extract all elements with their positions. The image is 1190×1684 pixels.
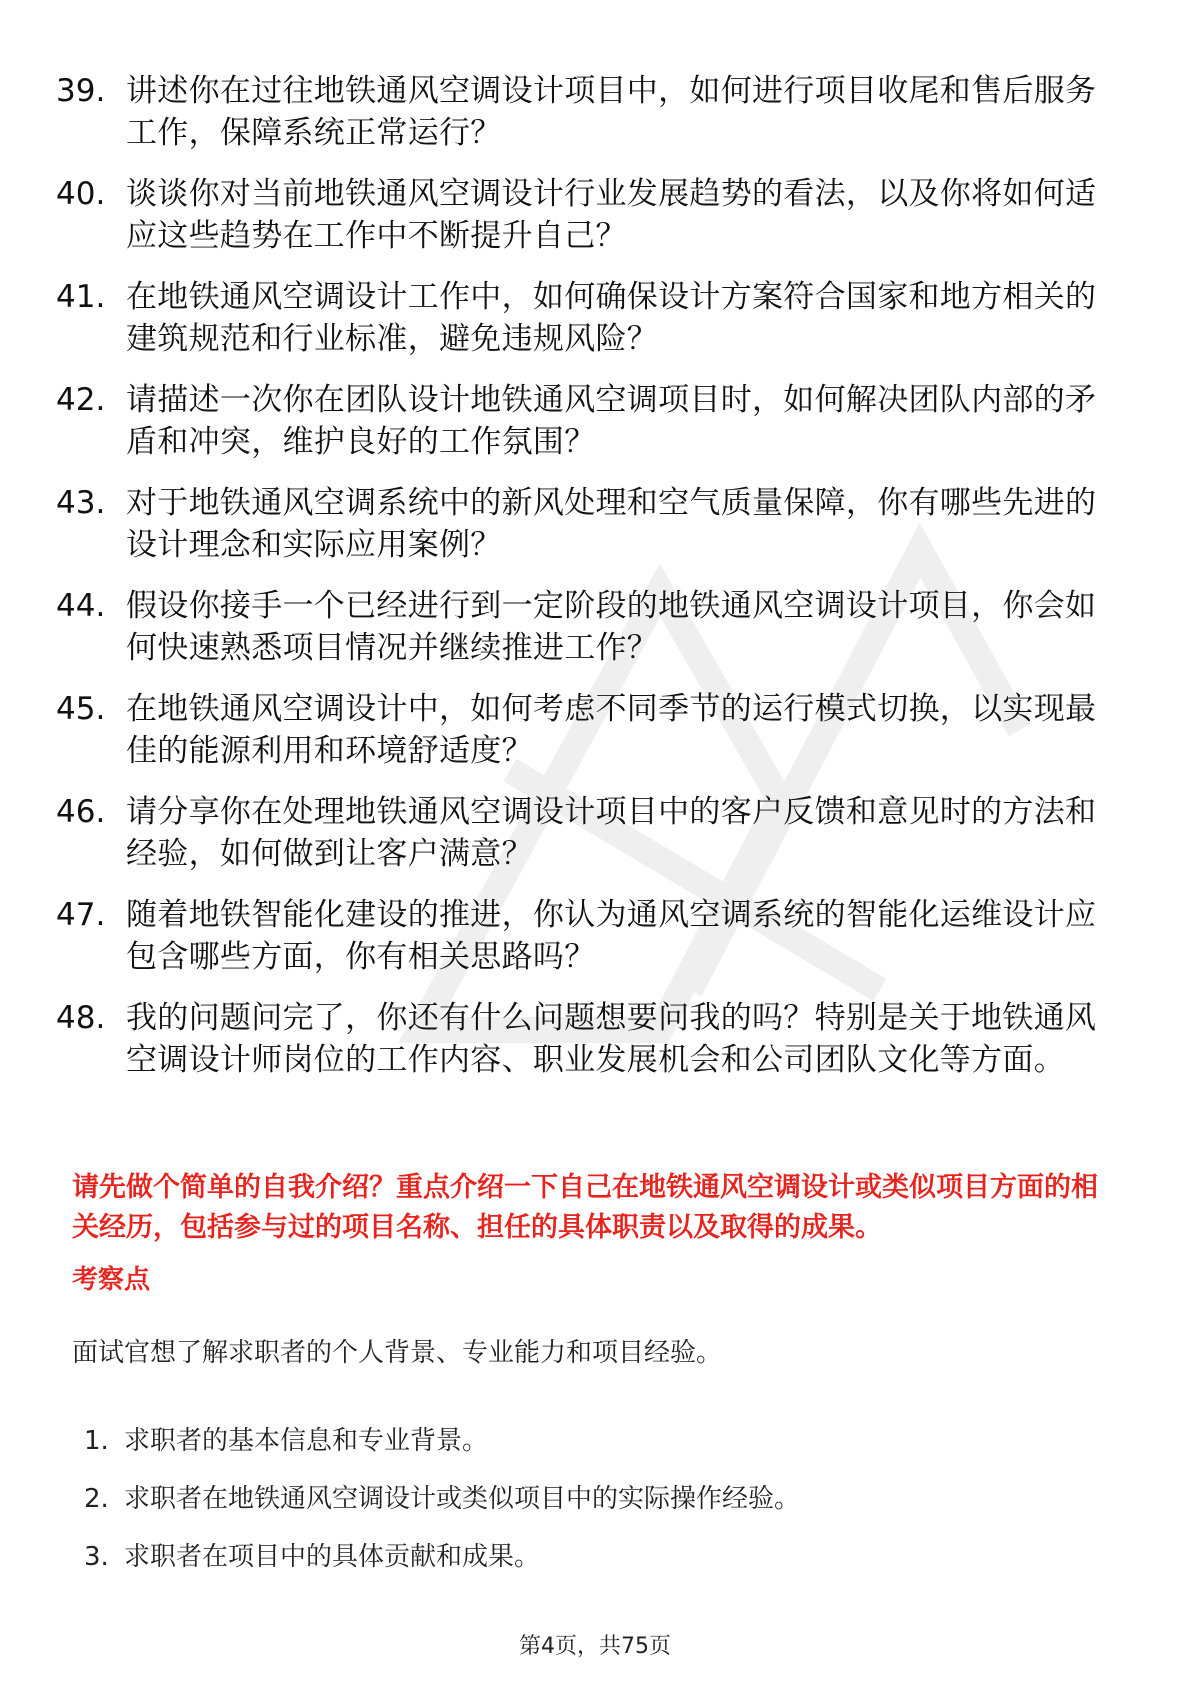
question-item xyxy=(56,173,1116,257)
page-footer: 第4页，共75页 xyxy=(519,1634,671,1659)
question-number: 40. xyxy=(56,176,106,212)
question-text: 谈谈你对当前地铁通风空调设计行业发展趋势的看法，以及你将如何适应这些趋势在工作中不断提升自己？ xyxy=(126,176,1097,254)
question-number: 44. xyxy=(56,588,106,624)
question-item xyxy=(56,276,1116,360)
question-number: 39. xyxy=(56,73,106,109)
question-text: 请描述一次你在团队设计地铁通风空调项目时，如何解决团队内部的矛盾和冲突，维护良好的工作氛围？ xyxy=(126,382,1097,460)
question-number: 47. xyxy=(56,897,106,933)
list-item-text: 求职者的基本信息和专业背景。 xyxy=(124,1426,489,1456)
question-list xyxy=(56,70,1116,1100)
question-number: 45. xyxy=(56,691,106,727)
question-item xyxy=(56,482,1116,566)
question-number: 42. xyxy=(56,382,106,418)
question-text: 随着地铁智能化建设的推进，你认为通风空调系统的智能化运维设计应包含哪些方面，你有相关思路吗？ xyxy=(126,897,1097,975)
question-item xyxy=(56,997,1116,1081)
question-item xyxy=(56,791,1116,875)
highlight-question: 请先做个简单的自我介绍？重点介绍一下自己在地铁通风空调设计或类似项目方面的相关经历，包括参与过的项目名称、担任的具体职责以及取得的成果。 xyxy=(72,1172,1098,1243)
question-text: 讲述你在过往地铁通风空调设计项目中，如何进行项目收尾和售后服务工作，保障系统正常运行？ xyxy=(126,73,1097,151)
list-item xyxy=(84,1539,1084,1575)
question-text: 请分享你在处理地铁通风空调设计项目中的客户反馈和意见时的方法和经验，如何做到让客户满意？ xyxy=(126,794,1097,872)
question-item xyxy=(56,379,1116,463)
list-item-text: 求职者在地铁通风空调设计或类似项目中的实际操作经验。 xyxy=(124,1484,801,1514)
intro-text: 面试官想了解求职者的个人背景、专业能力和项目经验。 xyxy=(72,1338,723,1368)
list-item-number: 2. xyxy=(84,1484,109,1514)
question-item xyxy=(56,894,1116,978)
question-text: 假设你接手一个已经进行到一定阶段的地铁通风空调设计项目，你会如何快速熟悉项目情况并继续推进工作？ xyxy=(126,588,1097,666)
question-item xyxy=(56,585,1116,669)
question-number: 46. xyxy=(56,794,106,830)
question-number: 48. xyxy=(56,1000,106,1036)
points-list xyxy=(84,1423,1084,1597)
question-item xyxy=(56,688,1116,772)
question-number: 43. xyxy=(56,485,106,521)
question-number: 41. xyxy=(56,279,106,315)
list-item-number: 1. xyxy=(84,1426,109,1456)
list-item-text: 求职者在项目中的具体贡献和成果。 xyxy=(124,1542,541,1572)
list-item xyxy=(84,1423,1084,1459)
question-text: 我的问题问完了，你还有什么问题想要问我的吗？特别是关于地铁通风空调设计师岗位的工作内容、职业发展机会和公司团队文化等方面。 xyxy=(126,1000,1097,1078)
list-item-number: 3. xyxy=(84,1542,109,1572)
question-text: 在地铁通风空调设计工作中，如何确保设计方案符合国家和地方相关的建筑规范和行业标准，避免违规风险？ xyxy=(126,279,1097,357)
list-item xyxy=(84,1481,1084,1517)
question-text: 对于地铁通风空调系统中的新风处理和空气质量保障，你有哪些先进的设计理念和实际应用案例？ xyxy=(126,485,1097,563)
question-item xyxy=(56,70,1116,154)
section-label: 考察点 xyxy=(72,1265,151,1295)
question-text: 在地铁通风空调设计中，如何考虑不同季节的运行模式切换，以实现最佳的能源利用和环境舒适度？ xyxy=(126,691,1097,769)
